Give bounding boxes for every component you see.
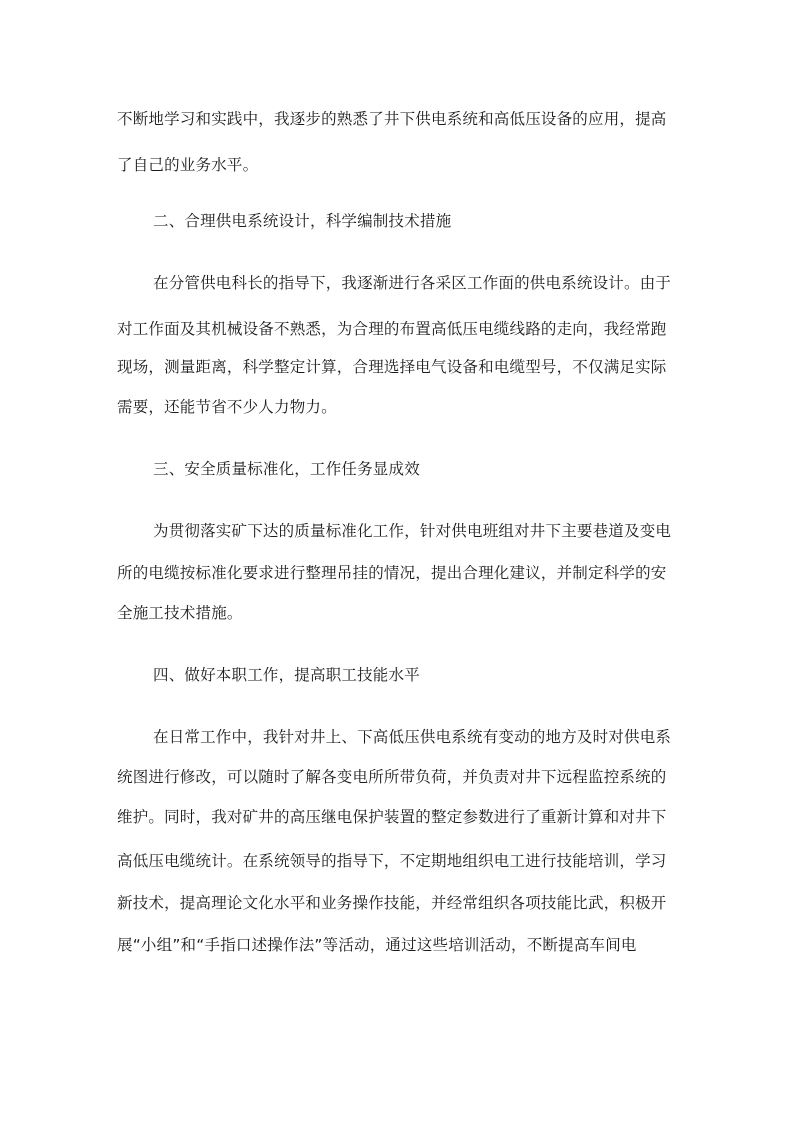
- paragraph-line: 为贯彻落实矿下达的质量标准化工作，针对供电班组对井下主要巷道及变电: [153, 522, 672, 540]
- paragraph-line: 所的电缆按标准化要求进行整理吊挂的情况，提出合理化建议，并制定科学的安: [117, 564, 667, 582]
- paragraph-line: 不断地学习和实践中，我逐步的熟悉了井下供电系统和高低压设备的应用，提高: [117, 110, 667, 128]
- paragraph-line: 现场，测量距离，科学整定计算，合理选择电气设备和电缆型号，不仅满足实际: [117, 358, 667, 376]
- paragraph-line: 在分管供电科长的指导下，我逐渐进行各采区工作面的供电系统设计。由于: [153, 274, 672, 292]
- paragraph-line: 新技术，提高理论文化水平和业务操作技能，并经常组织各项技能比武，积极开: [117, 894, 667, 912]
- section-heading: 二、合理供电系统设计，科学编制技术措施: [153, 212, 452, 230]
- paragraph-line: 维护。同时，我对矿井的高压继电保护装置的整定参数进行了重新计算和对井下: [117, 808, 667, 826]
- section-heading: 四、做好本职工作，提高职工技能水平: [153, 666, 420, 684]
- section-heading: 三、安全质量标准化，工作任务显成效: [153, 460, 420, 478]
- paragraph-line: 需要，还能节省不少人力物力。: [117, 398, 337, 416]
- paragraph-line: 统图进行修改，可以随时了解各变电所所带负荷，并负责对井下远程监控系统的: [117, 768, 667, 786]
- paragraph-line: 高低压电缆统计。在系统领导的指导下，不定期地组织电工进行技能培训，学习: [117, 852, 667, 870]
- paragraph-line: 了自己的业务水平。: [117, 156, 259, 174]
- paragraph-line: 全施工技术措施。: [117, 604, 243, 622]
- paragraph-line: 展“小组”和“手指口述操作法”等活动，通过这些培训活动，不断提高车间电: [117, 936, 637, 954]
- paragraph-line: 在日常工作中，我针对井上、下高低压供电系统有变动的地方及时对供电系: [153, 728, 672, 746]
- paragraph-line: 对工作面及其机械设备不熟悉，为合理的布置高低压电缆线路的走向，我经常跑: [117, 320, 667, 338]
